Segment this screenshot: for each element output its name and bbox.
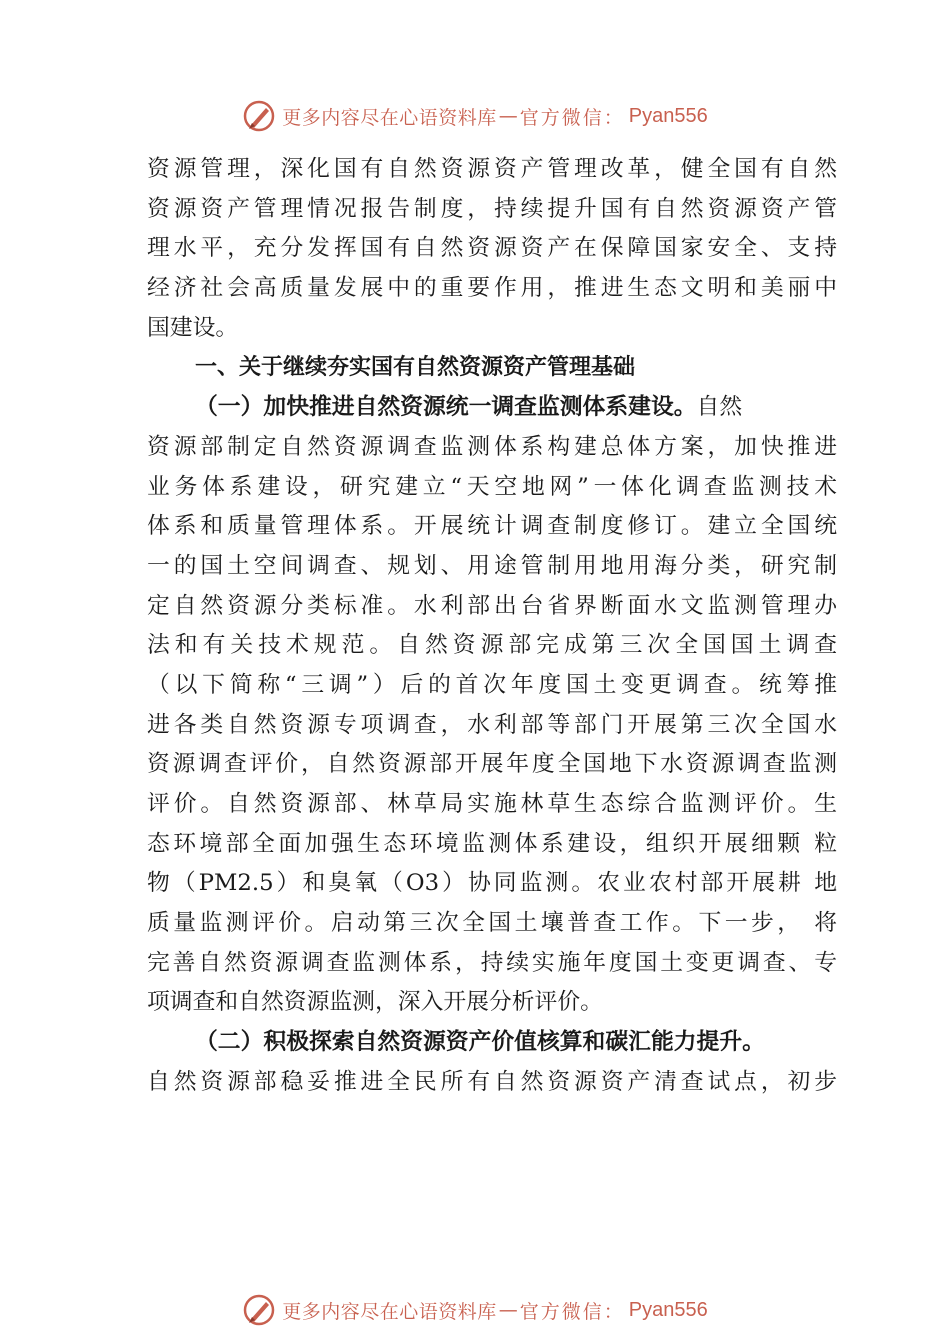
watermark-footer [0,1290,950,1330]
intro-line: 资源管理，深化国有自然资源资产管理改革，健全国有自然 [147,156,837,182]
section-2-subhead: （二）积极探索自然资源资产价值核算和碳汇能力提升。 [195,1029,765,1056]
section-1-line: 业务体系建设，研究建立“天空地网”一体化调查监测技术 [147,473,837,500]
watermark-label: 官方微信： [519,1300,625,1323]
watermark-label: 官方微信： [519,106,625,129]
pen-seal-logo-icon [242,99,276,133]
watermark-wechat-id: Pyan556 [628,1298,708,1321]
section-1-line: 法和有关技术规范。自然资源部完成第三次全国国土调查 [147,632,837,659]
pen-seal-logo-icon [242,1293,276,1327]
intro-line: 国建设。 [147,314,239,341]
intro-line: 资源资产管理情况报告制度，持续提升国有自然资源资产管 [147,195,837,222]
watermark-wechat-id: Pyan556 [628,104,708,127]
section-1-first-line [147,388,837,428]
section-1-first-line-rest: 自然 [696,394,743,421]
section-1-line: 进各类自然资源专项调查，水利部等部门开展第三次全国水 [147,711,837,738]
section-heading: 一、关于继续夯实国有自然资源资产管理基础 [195,355,636,381]
section-1-line: 定自然资源分类标准。水利部出台省界断面水文监测管理办 [147,592,837,619]
section-1-line: 项调查和自然资源监测，深入开展分析评价。 [147,989,603,1016]
watermark-brand: 更多内容尽在心语资料库 [282,1300,497,1323]
watermark-dash: — [498,1299,518,1321]
section-1-line: 评价。自然资源部、林草局实施林草生态综合监测评价。生 [147,791,837,817]
section-1-line: 质量监测评价。启动第三次全国土壤普查工作。下一步， 将 [147,910,837,937]
section-1-line: （以下简称“三调”）后的首次年度国土变更调查。统筹推 [147,671,837,698]
document-body [147,150,837,1103]
section-1-subhead: （一）加快推进自然资源统一调查监测体系建设。 [195,394,697,421]
watermark-brand: 更多内容尽在心语资料库 [282,106,497,129]
section-2-line: 自然资源部稳妥推进全民所有自然资源资产清查试点，初步 [147,1068,837,1095]
section-1-line: 一的国土空间调查、规划、用途管制用地用海分类，研究制 [147,552,837,579]
section-1-line: 资源调查评价，自然资源部开展年度全国地下水资源调查监测 [147,751,837,778]
intro-line: 经济社会高质量发展中的重要作用，推进生态文明和美丽中 [147,275,837,302]
section-1-line: 体系和质量管理体系。开展统计调查制度修订。建立全国统 [147,513,837,540]
watermark-header [0,96,950,136]
section-1-line: 资源部制定自然资源调查监测体系构建总体方案，加快推进 [147,433,837,460]
section-2-first-line [147,1023,837,1063]
section-1-line: 物（PM2.5）和臭氧（O3）协同监测。农业农村部开展耕 地 [147,870,837,897]
section-1-line: 态环境部全面加强生态环境监测体系建设，组织开展细颗 粒 [147,830,837,857]
intro-line: 理水平，充分发挥国有自然资源资产在保障国家安全、支持 [147,235,837,262]
section-1-line: 完善自然资源调查监测体系，持续实施年度国土变更调查、专 [147,949,837,976]
watermark-dash: — [498,105,518,127]
